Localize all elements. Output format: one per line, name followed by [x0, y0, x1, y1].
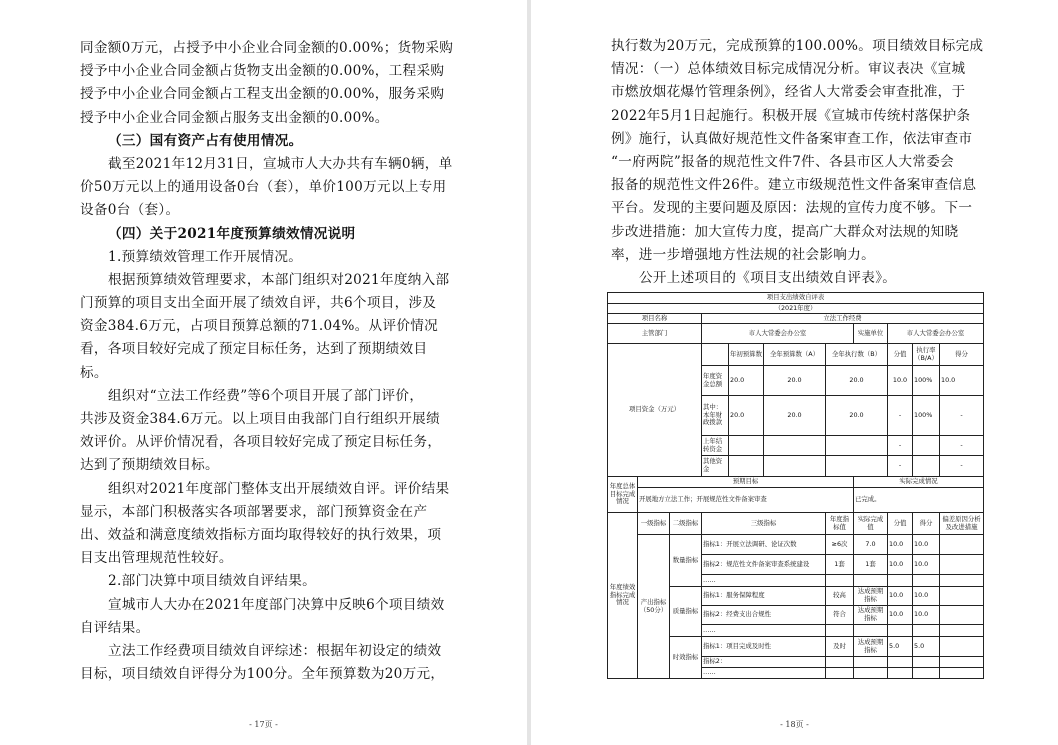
funds-cell: 20.0 [764, 366, 826, 396]
indicator-score: 10.0 [888, 535, 913, 555]
indicator-target: 较高 [826, 587, 854, 606]
text-line: 率，进一步增强地方性法规的社会影响力。 [611, 246, 875, 263]
funds-header: 得分 [940, 344, 984, 366]
indicator-target: 及时 [826, 637, 854, 657]
text-line: “一府两院”报备的规范性文件7件、各县市区人大常委会 [611, 153, 955, 170]
table-year: （2021年度） [608, 304, 984, 314]
ind-header: 得分 [913, 513, 940, 535]
indicator-name: 指标2： [702, 657, 826, 668]
text-line: 市燃放烟花爆竹管理条例》，经省人大常委会审查批准，于 [611, 84, 966, 101]
indicator-score: 10.0 [888, 555, 913, 575]
text-line: 2022年5月1日起施行。积极开展《宣城市传统村落保护条 [611, 107, 971, 124]
indicator-got [913, 657, 940, 668]
section-heading: （四）关于2021年度预算绩效情况说明 [108, 225, 356, 242]
funds-header: 执行率（B/A） [913, 344, 940, 366]
text-line: 出、效益和满意度绩效指标方面均取得较好的执行效果，项 [80, 526, 442, 543]
page-18-body [611, 35, 1003, 290]
goal-actual-header: 实际完成情况 [854, 477, 984, 488]
indicator-actual: 达成预期指标 [854, 587, 888, 606]
performance-self-eval-table [607, 292, 984, 679]
funds-cell: - [940, 436, 984, 456]
indicator-actual [854, 657, 888, 668]
indicator-name: …… [702, 625, 826, 637]
ind-header: 偏差原因分析及改进措施 [940, 513, 984, 535]
funds-row-label: 年度资金总额 [702, 366, 729, 396]
indicator-name: 指标2：经费支出合规性 [702, 606, 826, 625]
page-number: - 17页 - [249, 720, 278, 729]
ind-header: 三级指标 [702, 513, 826, 535]
text-line: 公开上述项目的《项目支出绩效自评表》。 [639, 269, 897, 286]
indicator-target: 1套 [826, 555, 854, 575]
indicator-target [826, 625, 854, 637]
text-line: 截至2021年12月31日，宣城市人大办共有车辆0辆，单 [108, 155, 453, 172]
indicator-got [913, 575, 940, 587]
section-heading: （三）国有资产占有使用情况。 [108, 132, 303, 149]
funds-header: 年初预算数 [729, 344, 764, 366]
page-17 [0, 0, 527, 745]
indicator-got [913, 625, 940, 637]
funds-row-label: 其他资金 [702, 456, 729, 477]
indicator-label: 年度绩效指标完成情况 [608, 513, 638, 679]
funds-cell: 10.0 [940, 366, 984, 396]
project-name: 立法工作经费 [702, 314, 984, 324]
indicator-target [826, 657, 854, 668]
text-line: 报备的规范性文件26件。建立市级规范性文件备案审查信息 [611, 177, 977, 194]
indicator-note [940, 657, 984, 668]
text-line: 组织对“立法工作经费”等6个项目开展了部门评价， [108, 387, 424, 404]
time-indicator-label: 时效指标 [670, 637, 702, 679]
indicator-actual: 达成预期指标 [854, 637, 888, 657]
indicator-score [888, 575, 913, 587]
indicator-name: …… [702, 575, 826, 587]
funds-cell: - [940, 456, 984, 477]
indicator-actual: 7.0 [854, 535, 888, 555]
text-line: 资金384.6万元，占项目预算总额的71.04%。从评价情况 [80, 318, 439, 335]
indicator-name: 指标2：规范性文件备案审查系统建设 [702, 555, 826, 575]
text-line: 授予中小企业合同金额占服务支出金额的0.00%。 [80, 109, 389, 126]
text-line: 例》施行，认真做好规范性文件备案审查工作，依法审查市 [611, 130, 973, 147]
text-line: 标。 [80, 364, 108, 381]
indicator-got: 10.0 [913, 535, 940, 555]
funds-header: 分值 [888, 344, 913, 366]
indicator-got: 5.0 [913, 637, 940, 657]
dept-label: 主管部门 [608, 324, 702, 344]
subsection-heading: 1.预算绩效管理工作开展情况。 [108, 248, 303, 265]
text-line: 价50万元以上的通用设备0台（套），单价100万元以上专用 [80, 179, 447, 196]
indicator-score: 10.0 [888, 606, 913, 625]
impl-value: 市人大常委会办公室 [888, 324, 984, 344]
funds-cell: 20.0 [764, 396, 826, 436]
text-line: 自评结果。 [80, 619, 150, 636]
dept-value: 市人大常委会办公室 [702, 324, 854, 344]
ind-header: 一级指标 [638, 513, 670, 535]
funds-cell: 10.0 [888, 366, 913, 396]
funds-header-blank [702, 344, 729, 366]
text-line: 设备0台（套）。 [80, 202, 180, 219]
page-18 [531, 0, 1058, 745]
indicator-score [888, 657, 913, 668]
text-line: 看，各项目较好完成了预定目标任务，达到了预期绩效目 [80, 341, 428, 358]
text-line: 根据预算绩效管理要求，本部门组织对2021年度纳入部 [108, 271, 450, 288]
funds-cell: 20.0 [826, 366, 888, 396]
ind-header: 年度指标值 [826, 513, 854, 535]
text-line: 达到了预期绩效目标。 [80, 457, 219, 474]
indicator-note [940, 555, 984, 575]
ind-header: 分值 [888, 513, 913, 535]
indicator-note [940, 535, 984, 555]
quality-indicator-label: 质量指标 [670, 587, 702, 637]
goal-expected: 开展地方立法工作；开展规范性文件备案审查 [638, 488, 854, 513]
indicator-note [940, 587, 984, 606]
indicator-target: 符合 [826, 606, 854, 625]
indicator-name: 指标1：开展立法调研、论证次数 [702, 535, 826, 555]
funds-cell: 20.0 [729, 366, 764, 396]
ind-header: 实际完成值 [854, 513, 888, 535]
indicator-note [940, 606, 984, 625]
subsection-heading: 2.部门决算中项目绩效自评结果。 [108, 573, 317, 590]
page-number: - 18页 - [780, 720, 809, 729]
indicator-got: 10.0 [913, 555, 940, 575]
indicator-got: 10.0 [913, 606, 940, 625]
indicator-name: 指标1：项目完成及时性 [702, 637, 826, 657]
quantity-indicator-label: 数量指标 [670, 535, 702, 587]
text-line: 授予中小企业合同金额占货物支出金额的0.00%，工程采购 [80, 63, 445, 80]
funds-cell [826, 456, 888, 477]
text-line: 组织对2021年度部门整体支出开展绩效自评。评价结果 [108, 480, 450, 497]
indicator-score: 10.0 [888, 587, 913, 606]
funds-cell [729, 436, 764, 456]
page-17-body [80, 37, 472, 686]
funds-row-label: 其中：本年财政拨款 [702, 396, 729, 436]
funds-header: 全年执行数（B） [826, 344, 888, 366]
funds-cell: - [888, 456, 913, 477]
funds-cell [826, 436, 888, 456]
text-line: 共涉及资金384.6万元。以上项目由我部门自行组织开展绩 [80, 411, 440, 427]
funds-cell: 100% [913, 396, 940, 436]
text-line: 立法工作经费项目绩效自评综述：根据年初设定的绩效 [108, 642, 442, 659]
indicator-name: 指标1：服务保障程度 [702, 587, 826, 606]
project-name-label: 项目名称 [608, 314, 702, 324]
goal-actual: 已完成。 [854, 488, 984, 513]
text-line: 执行数为20万元，完成预算的100.00%。项目绩效目标完成 [611, 38, 984, 54]
funds-cell: 20.0 [826, 396, 888, 436]
indicator-note [940, 575, 984, 587]
funds-cell: - [940, 396, 984, 436]
funds-label: 项目资金（万元） [608, 344, 702, 477]
funds-cell: 100% [913, 366, 940, 396]
impl-label: 实施单位 [854, 324, 888, 344]
text-line: 授予中小企业合同金额占工程支出金额的0.00%，服务采购 [80, 86, 445, 103]
text-line: 显示，本部门积极落实各项部署要求，部门预算资金在产 [80, 503, 428, 520]
indicator-actual [854, 625, 888, 637]
text-line: 同金额0万元，占授予中小企业合同金额的0.00%；货物采购 [80, 40, 454, 56]
goal-expected-header: 预期目标 [638, 477, 854, 488]
indicator-score [888, 668, 913, 679]
funds-row-label: 上年结转资金 [702, 436, 729, 456]
text-line: 效评价。从评价情况看，各项目较好完成了预定目标任务， [80, 434, 442, 451]
funds-cell: - [888, 396, 913, 436]
funds-cell [764, 436, 826, 456]
indicator-actual [854, 575, 888, 587]
indicator-score: 5.0 [888, 637, 913, 657]
indicator-got [913, 668, 940, 679]
funds-cell [913, 436, 940, 456]
funds-cell: 20.0 [729, 396, 764, 436]
text-line: 情况：（一）总体绩效目标完成情况分析。审议表决《宣城 [611, 61, 966, 78]
indicator-note [940, 637, 984, 657]
funds-cell [913, 456, 940, 477]
funds-cell [764, 456, 826, 477]
funds-header: 全年预算数（A） [764, 344, 826, 366]
text-line: 平台。发现的主要问题及原因：法规的宣传力度不够。下一 [611, 200, 973, 217]
funds-cell [729, 456, 764, 477]
indicator-actual: 达成预期指标 [854, 606, 888, 625]
output-indicator-label: 产出指标（50分） [638, 535, 670, 679]
indicator-note [940, 625, 984, 637]
indicator-actual: 1套 [854, 555, 888, 575]
indicator-score [888, 625, 913, 637]
text-line: 目支出管理规范性较好。 [80, 550, 233, 567]
text-line: 步改进措施：加大宣传力度，提高广大群众对法规的知晓 [611, 223, 959, 240]
indicator-actual [854, 668, 888, 679]
text-line: 门预算的项目支出全面开展了绩效自评，共6个项目，涉及 [80, 295, 437, 312]
indicator-name: …… [702, 668, 826, 679]
text-line: 宣城市人大办在2021年度部门决算中反映6个项目绩效 [108, 596, 445, 613]
funds-cell: - [888, 436, 913, 456]
indicator-target [826, 575, 854, 587]
goal-label: 年度总体目标完成情况 [608, 477, 638, 513]
table-title: 项目支出绩效自评表 [608, 293, 984, 304]
text-line: 目标，项目绩效自评得分为100分。全年预算数为20万元， [80, 666, 445, 683]
indicator-target: ≥6次 [826, 535, 854, 555]
ind-header: 二级指标 [670, 513, 702, 535]
indicator-target [826, 668, 854, 679]
indicator-got: 10.0 [913, 587, 940, 606]
indicator-note [940, 668, 984, 679]
